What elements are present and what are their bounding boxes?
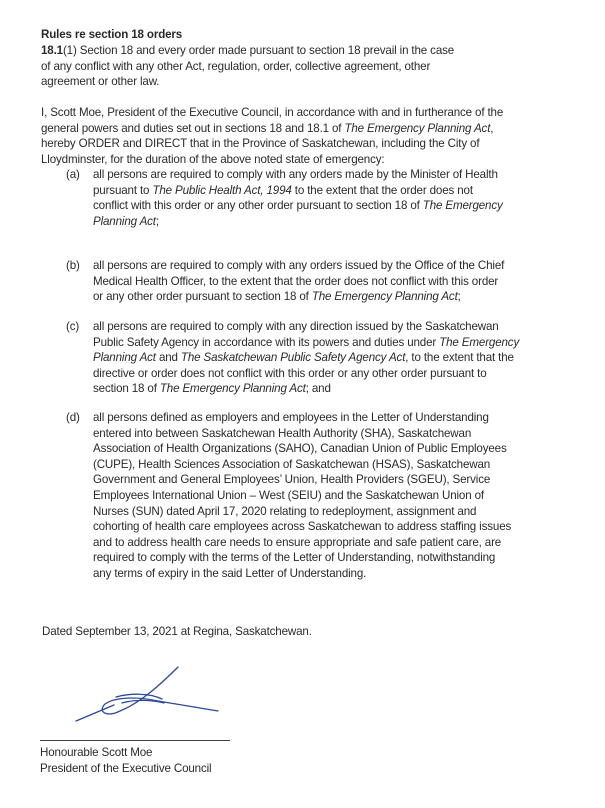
clause-text: all persons are required to comply with any orders issued by the Office of the Chief Medical Health Officer, to the extent that the order does not conflict with this order or any other order pursuant to section 18 of The Emergency Planning Act; xyxy=(93,259,505,304)
rule-text-line: (1) Section 18 and every order made pursuant to section 18 prevail in the case xyxy=(62,44,455,57)
signature-image xyxy=(70,665,230,730)
order-paragraph xyxy=(41,105,581,167)
clause-text: all persons are required to comply with any direction issued by the Saskatchewan Public Safety Agency in accordance with its powers and duties under The Emergency Planning Act and The Saskatchewan Public Safety Agency Act, to the extent that the directive or order does not conflict with this order or any other order pursuant to section 18 of The Emergency Planning Act; and xyxy=(93,320,520,396)
section-number: 18.1 xyxy=(41,44,63,57)
order-text-line: Lloydminster, for the duration of the above noted state of emergency: xyxy=(41,152,385,166)
rule-text-line: of any conflict with any other Act, regulation, order, collective agreement, other xyxy=(41,59,431,73)
clause-label: (d) xyxy=(66,411,80,424)
dated-line: Dated September 13, 2021 at Regina, Saskatchewan. xyxy=(42,625,312,638)
signature-line xyxy=(40,740,230,741)
rule-text-line: agreement or other law. xyxy=(41,75,160,89)
section-heading: Rules re section 18 orders xyxy=(41,28,183,41)
clause-text: all persons defined as employers and employees in the Letter of Understanding entered into between Saskatchewan Health Authority (SHA), Saskatchewan Association of Health Organizations (SAHO), Canadian Union of Public Employees (CUPE), Health Sciences Association of Saskatchewan (HSAS), Saskatchewan Government and General Employees’ Union, Health Providers (SGEU), Service Employees International Union – West (SEIU) and the Saskatchewan Union of Nurses (SUN) dated April 17, 2020 relating to redeployment, assignment and cohorting of health care employees across Saskatchewan to address staffing issues and to address health care needs to ensure appropriate and safe patient care, are required to comply with the terms of the Letter of Understanding, notwithstanding any terms of expiry in the said Letter of Understanding. xyxy=(93,411,512,580)
order-text-line: general powers and duties set out in sections 18 and 18.1 of The Emergency Planning Act, xyxy=(41,121,494,135)
signer-title: President of the Executive Council xyxy=(40,762,212,775)
signer-name: Honourable Scott Moe xyxy=(40,746,153,759)
clause-text: all persons are required to comply with any orders made by the Minister of Health pursuant to The Public Health Act, 1994 to the extent that the order does not conflict with this order or any other order pursuant to section 18 of The Emergency Planning Act; xyxy=(93,168,503,228)
clause-label: (a) xyxy=(66,168,80,181)
rule-paragraph xyxy=(41,43,561,90)
clause-label: (b) xyxy=(66,259,80,272)
order-text-line: I, Scott Moe, President of the Executive Council, in accordance with and in furtherance of the xyxy=(41,106,504,119)
order-text-line: hereby ORDER and DIRECT that in the Province of Saskatchewan, including the City of xyxy=(41,137,480,151)
clause-label: (c) xyxy=(66,320,80,333)
